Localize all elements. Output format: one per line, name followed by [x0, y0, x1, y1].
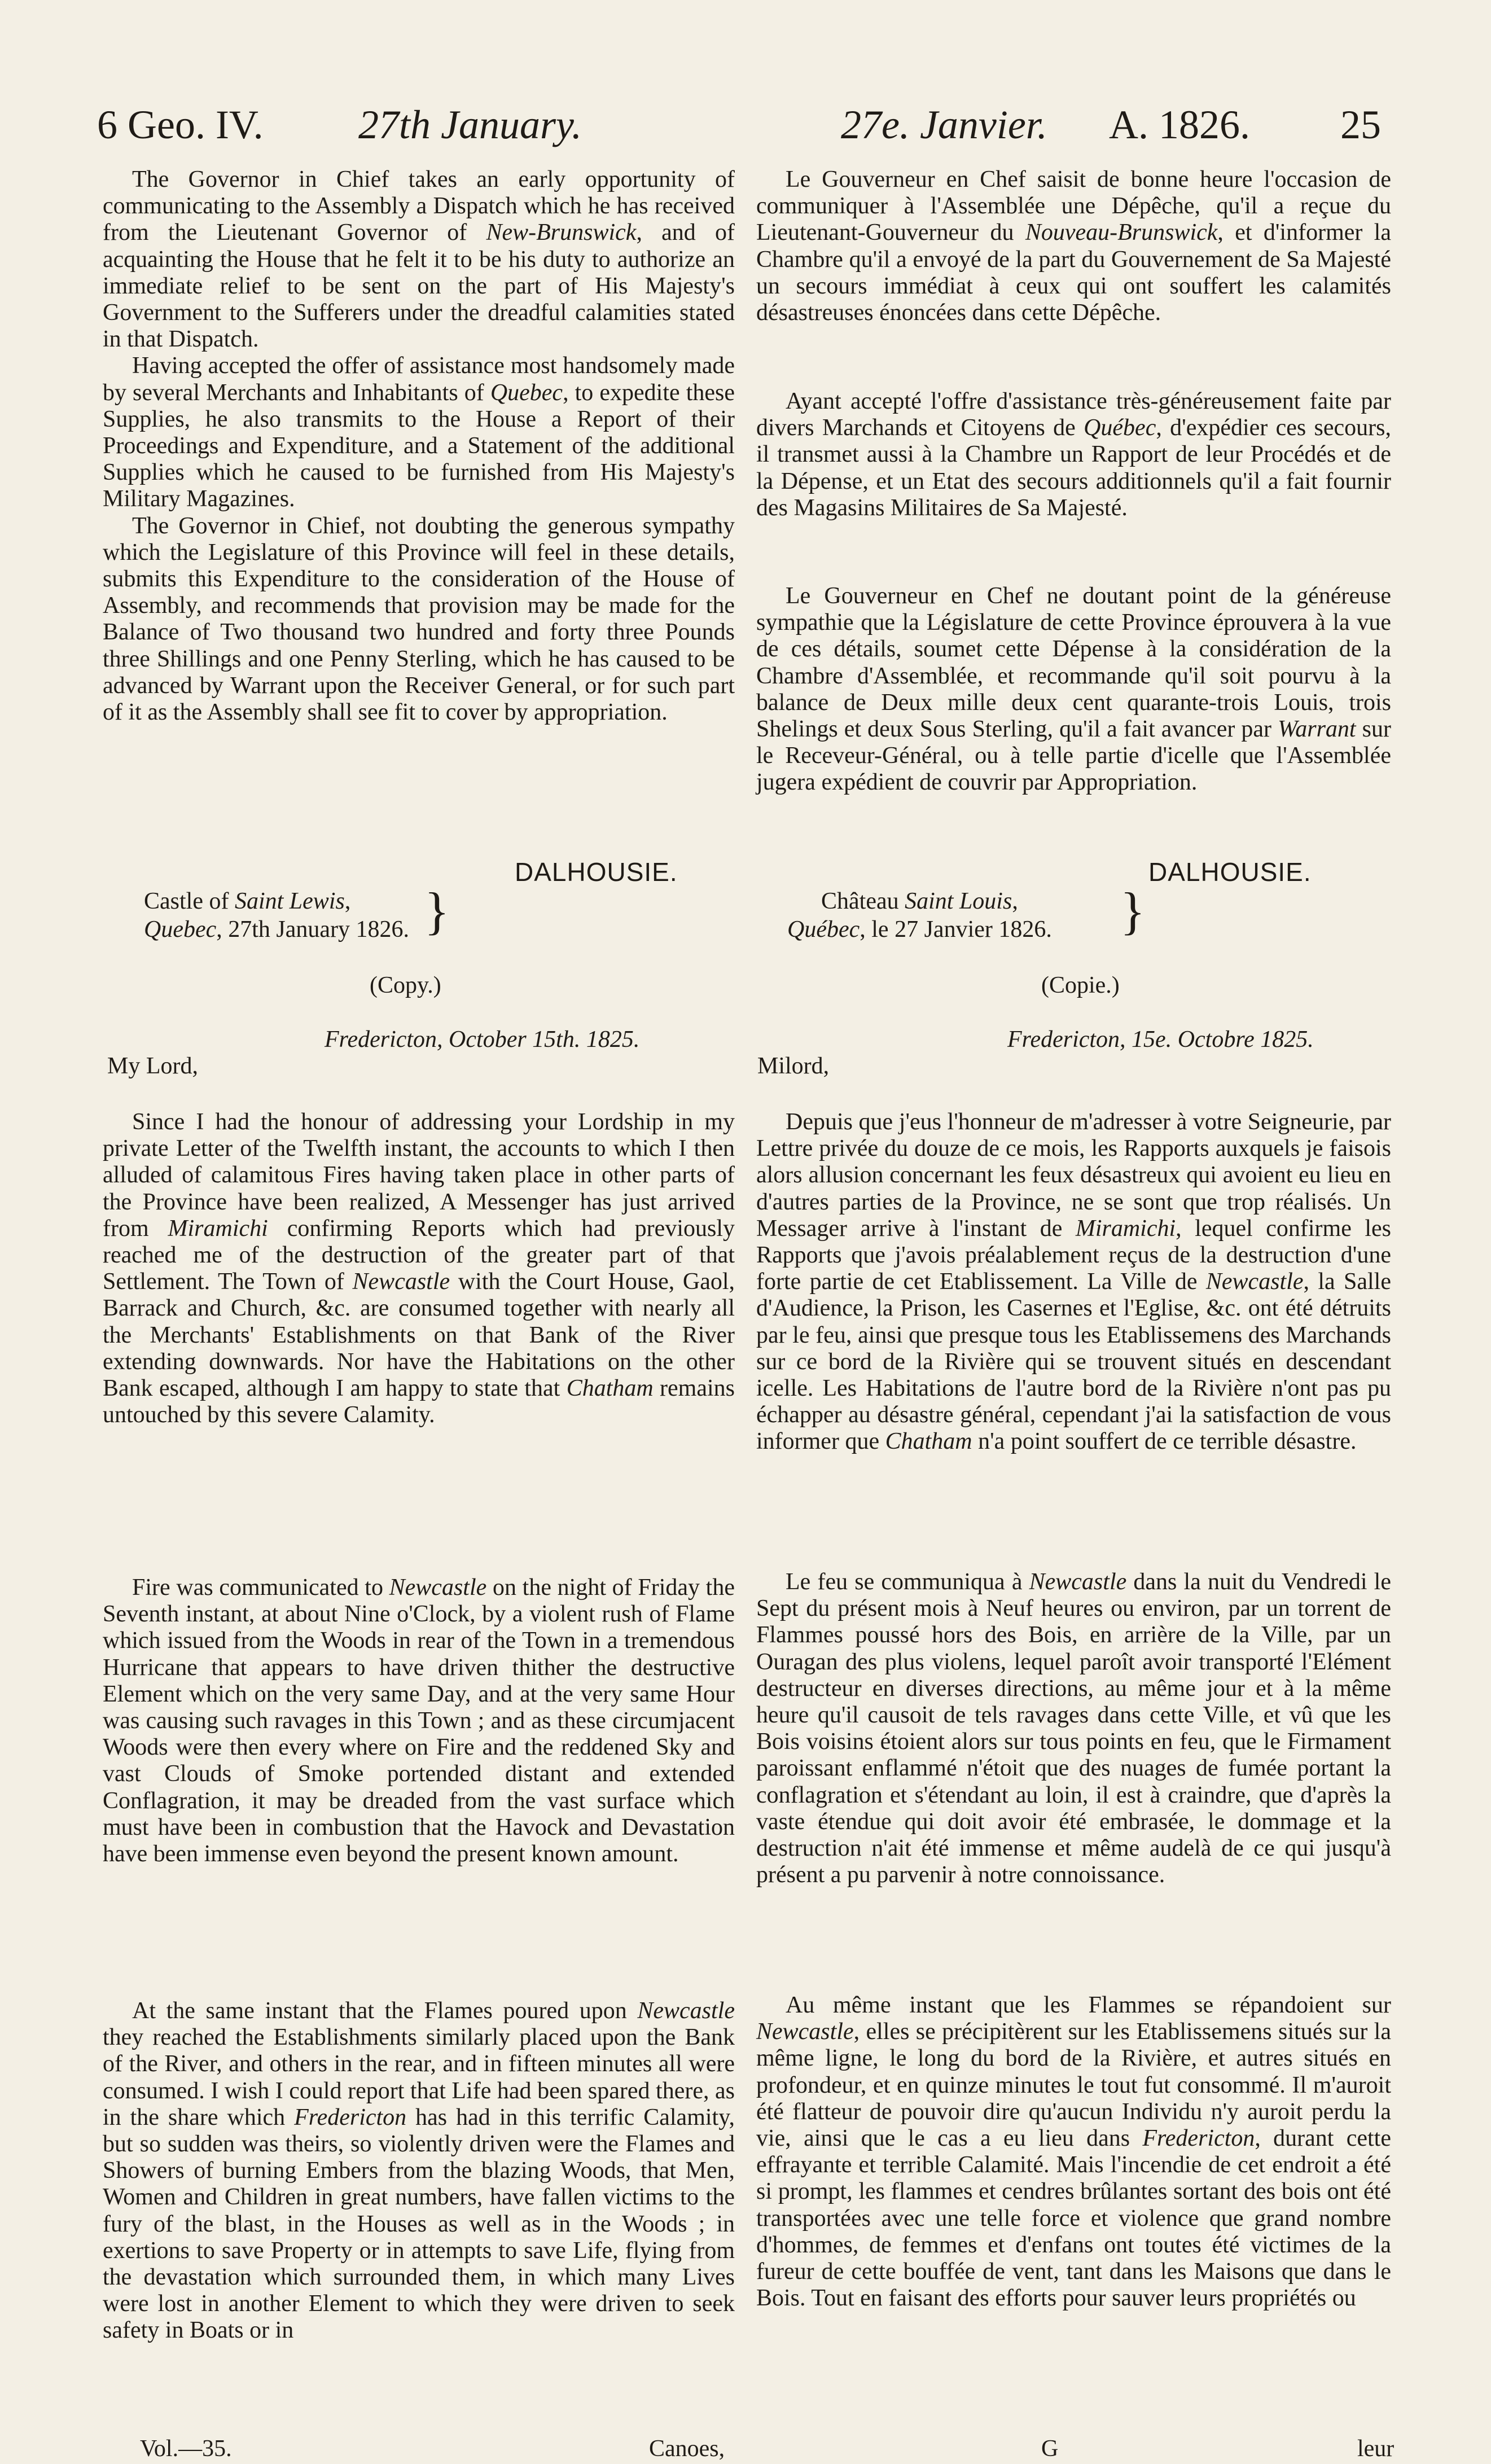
english-copy-label: (Copy.)	[370, 972, 441, 998]
french-message-paragraph-3: Le Gouverneur en Chef ne doutant point de la généreuse sympathie que la Législature de cette Province éprouvera à la vue de ces détails, soumet cette Dépense à la considération de la Chambre d'Assemblée, et recommande qu'il soit pourvu à la balance de Deux mille deux cent quarante-trois Louis, trois Shelings et deux Sous Sterling, qu'il a fait avancer par Warrant sur le Receveur-Général, ou à telle partie d'icelle que l'Assemblée jugera expédient de couvrir par Appropriation.	[756, 583, 1391, 796]
french-signature: DALHOUSIE.	[1148, 857, 1312, 887]
french-catchword: leur	[1357, 2436, 1394, 2462]
header-regnal-year: 6 Geo. IV.	[97, 102, 264, 147]
french-dateline: Fredericton, 15e. Octobre 1825.	[1007, 1027, 1314, 1053]
french-place-date: Château Saint Louis, Québec, le 27 Janvier 1826.	[787, 888, 1052, 942]
signature-mark: Vol.—35.	[140, 2436, 232, 2462]
english-message-paragraph-1: The Governor in Chief takes an early opportunity of communicating to the Assembly a Dispatch which he has received from the Lieutenant Governor of New-Brunswick, and of acquainting the House that he felt it to be his duty to authorize an immediate relief to be sent on the part of His Majesty's Government to the Sufferers under the dreadful calamities stated in that Dispatch. Having accepted the offer of assistance most handsomely made by several Merchants and Inhabitants of Quebec, to expedite these Supplies, he also transmits to the House a Report of their Proceedings and Expenditure, and a Statement of the additional Supplies which he caused to be furnished from His Majesty's Military Magazines. The Governor in Chief, not doubting the generous sympathy which the Legislature of this Province will feel in these details, submits this Expenditure to the consideration of the House of Assembly, and recommends that provision may be made for the Balance of Two thousand two hundred and forty three Pounds three Shillings and one Penny Sterling, which he has caused to be advanced by Warrant upon the Receiver General, or for such part of it as the Assembly shall see fit to cover by appropriation.	[103, 166, 735, 726]
english-place-date: Castle of Saint Lewis, Quebec, 27th January 1826.	[144, 888, 410, 942]
english-letter-paragraph-3: At the same instant that the Flames poured upon Newcastle they reached the Establishments similarly placed upon the Bank of the River, and others in the rear, and in fifteen minutes all were consumed. I wish I could report that Life had been spared there, as in the share which Fredericton has had in this terrific Calamity, but so sudden was theirs, so violently driven were the Flames and Showers of burning Embers from the blazing Woods, that Men, Women and Children in great numbers, have fallen victims to the fury of the blast, in the Houses as well as in the Woods ; in exertions to save Property or in attempts to save Life, flying from the devastation which surrounded them, in which many Lives were lost in another Element to which they were driven to seek safety in Boats or in	[103, 1998, 735, 2344]
french-signature-mark: G	[1041, 2436, 1059, 2462]
header-year: A. 1826.	[1109, 102, 1250, 147]
header-date-english: 27th January.	[358, 102, 582, 147]
french-letter-paragraph-3: Au même instant que les Flammes se répandoient sur Newcastle, elles se précipitèrent sur les Etablissemens situés sur la même ligne, le long du bord de la Rivière, et autres situés en profondeur, et en quinze minutes le tout fut consommé. Il m'auroit été flatteur de pouvoir dire qu'aucun Individu n'y auroit perdu la vie, ainsi que le cas a eu lieu dans Fredericton, durant cette effrayante et terrible Calamité. Mais l'incendie de cet endroit a été si prompt, les flammes et cendres brûlantes sortant des bois ont été transportées avec une telle force et violence que grand nombre d'hommes, de femmes et d'enfans ont toutes été victimes de la fureur de cette bouffée de vent, tant dans les Maisons que dans le Bois. Tout en faisant des efforts pour sauver leurs propriétés ou	[756, 1992, 1391, 2312]
brace-icon: }	[424, 882, 450, 940]
french-salutation: Milord,	[757, 1053, 830, 1079]
english-salutation: My Lord,	[107, 1053, 198, 1079]
french-message-paragraph-2: Ayant accepté l'offre d'assistance très-généreusement faite par divers Marchands et Citoyens de Québec, d'expédier ces secours, il transmet aussi à la Chambre un Rapport de leur Procédés et de la Dépense, et un Etat des secours additionnels qu'il a fait fournir des Magasins Militaires de Sa Majesté.	[756, 388, 1391, 521]
english-letter-paragraph-1: Since I had the honour of addressing your Lordship in my private Letter of the Twelfth instant, the accounts to which I then alluded of calamitous Fires having taken place in other parts of the Province have been realized, A Messenger has just arrived from Miramichi confirming Reports which had previously reached me of the destruction of the greater part of that Settlement. The Town of Newcastle with the Court House, Gaol, Barrack and Church, &c. are consumed together with nearly all the Merchants' Establishments on that Bank of the River extending downwards. Nor have the Habitations on the other Bank escaped, although I am happy to state that Chatham remains untouched by this severe Calamity.	[103, 1109, 735, 1428]
french-letter-paragraph-2: Le feu se communiqua à Newcastle dans la nuit du Vendredi le Sept du présent mois à Neuf heures ou environ, par un torrent de Flammes poussé hors des Bois, en arrière de la Ville, par un Ouragan des plus violens, lequel paroît avoir transporté l'Elément destructeur en diverses directions, au même jour et à la même heure qu'il causoit de tels ravages dans cette Ville, et vû que les Bois voisins étoient alors sur tous points en feu, que le Firmament paroissant enflammé n'étoit que des nuages de fumée portant la conflagration et s'étendant au loin, il est à craindre, que d'après la vaste étendue qui doit avoir été embrasée, le dommage et la destruction n'ait été immense et même audelà de ce qui jusqu'à présent a pu parvenir à notre connoissance.	[756, 1569, 1391, 1888]
page-number: 25	[1340, 102, 1381, 147]
header-date-french: 27e. Janvier.	[841, 102, 1047, 147]
english-catchword: Canoes,	[649, 2436, 725, 2462]
english-message-paragraph-3: The Governor in Chief, not doubting the generous sympathy which the Legislature of this Province will feel in these details, submits this Expenditure to the consideration of the House of Assembly, and recommends that provision may be made for the Balance of Two thousand two hundred and forty three Pounds three Shillings and one Penny Sterling, which he has caused to be advanced by Warrant upon the Receiver General, or for such part of it as the Assembly shall see fit to cover by appropriation.	[103, 512, 735, 726]
french-message-paragraph-1: Le Gouverneur en Chef saisit de bonne heure l'occasion de communiquer à l'Assemblée une Dépêche, qu'il a reçue du Lieutenant-Gouverneur du Nouveau-Brunswick, et d'informer la Chambre qu'il a envoyé de la part du Gouvernement de Sa Majesté un secours immédiat à ceux qui ont souffert les calamités désastreuses énoncées dans cette Dépêche.	[756, 166, 1391, 326]
english-letter-paragraph-2: Fire was communicated to Newcastle on the night of Friday the Seventh instant, at about Nine o'Clock, by a violent rush of Flame which issued from the Woods in rear of the Town in a tremendous Hurricane that appears to have driven thither the destructive Element which on the very same Day, and at the very same Hour was causing such ravages in this Town ; and as these circumjacent Woods were then every where on Fire and the reddened Sky and vast Clouds of Smoke portended distant and extended Conflagration, it may be dreaded from the vast surface which must have been in combustion that the Havock and Devastation have been immense even beyond the present known amount.	[103, 1575, 735, 1867]
french-copy-label: (Copie.)	[1041, 972, 1120, 998]
english-signature: DALHOUSIE.	[515, 857, 678, 887]
brace-icon: }	[1120, 882, 1146, 940]
english-dateline: Fredericton, October 15th. 1825.	[324, 1027, 640, 1053]
french-letter-paragraph-1: Depuis que j'eus l'honneur de m'adresser à votre Seigneurie, par Lettre privée du douze de ce mois, les Rapports auxquels je faisois alors allusion concernant les feux désastreux qui avoient eu lieu en d'autres parties de la Province, ne se sont que trop réalisés. Un Messager arrive à l'instant de Miramichi, lequel confirme les Rapports que j'avois préalablement reçus de la destruction d'une forte partie de cet Etablissement. La Ville de Newcastle, la Salle d'Audience, la Prison, les Casernes et l'Eglise, &c. ont été détruits par le feu, ainsi que presque tous les Etablissemens des Marchands sur ce bord de la Rivière qui se trouvent situés en descendant icelle. Les Habitations de l'autre bord de la Rivière n'ont pas pu échapper au désastre général, cependant j'ai la satisfaction de vous informer que Chatham n'a point souffert de ce terrible désastre.	[756, 1109, 1391, 1455]
